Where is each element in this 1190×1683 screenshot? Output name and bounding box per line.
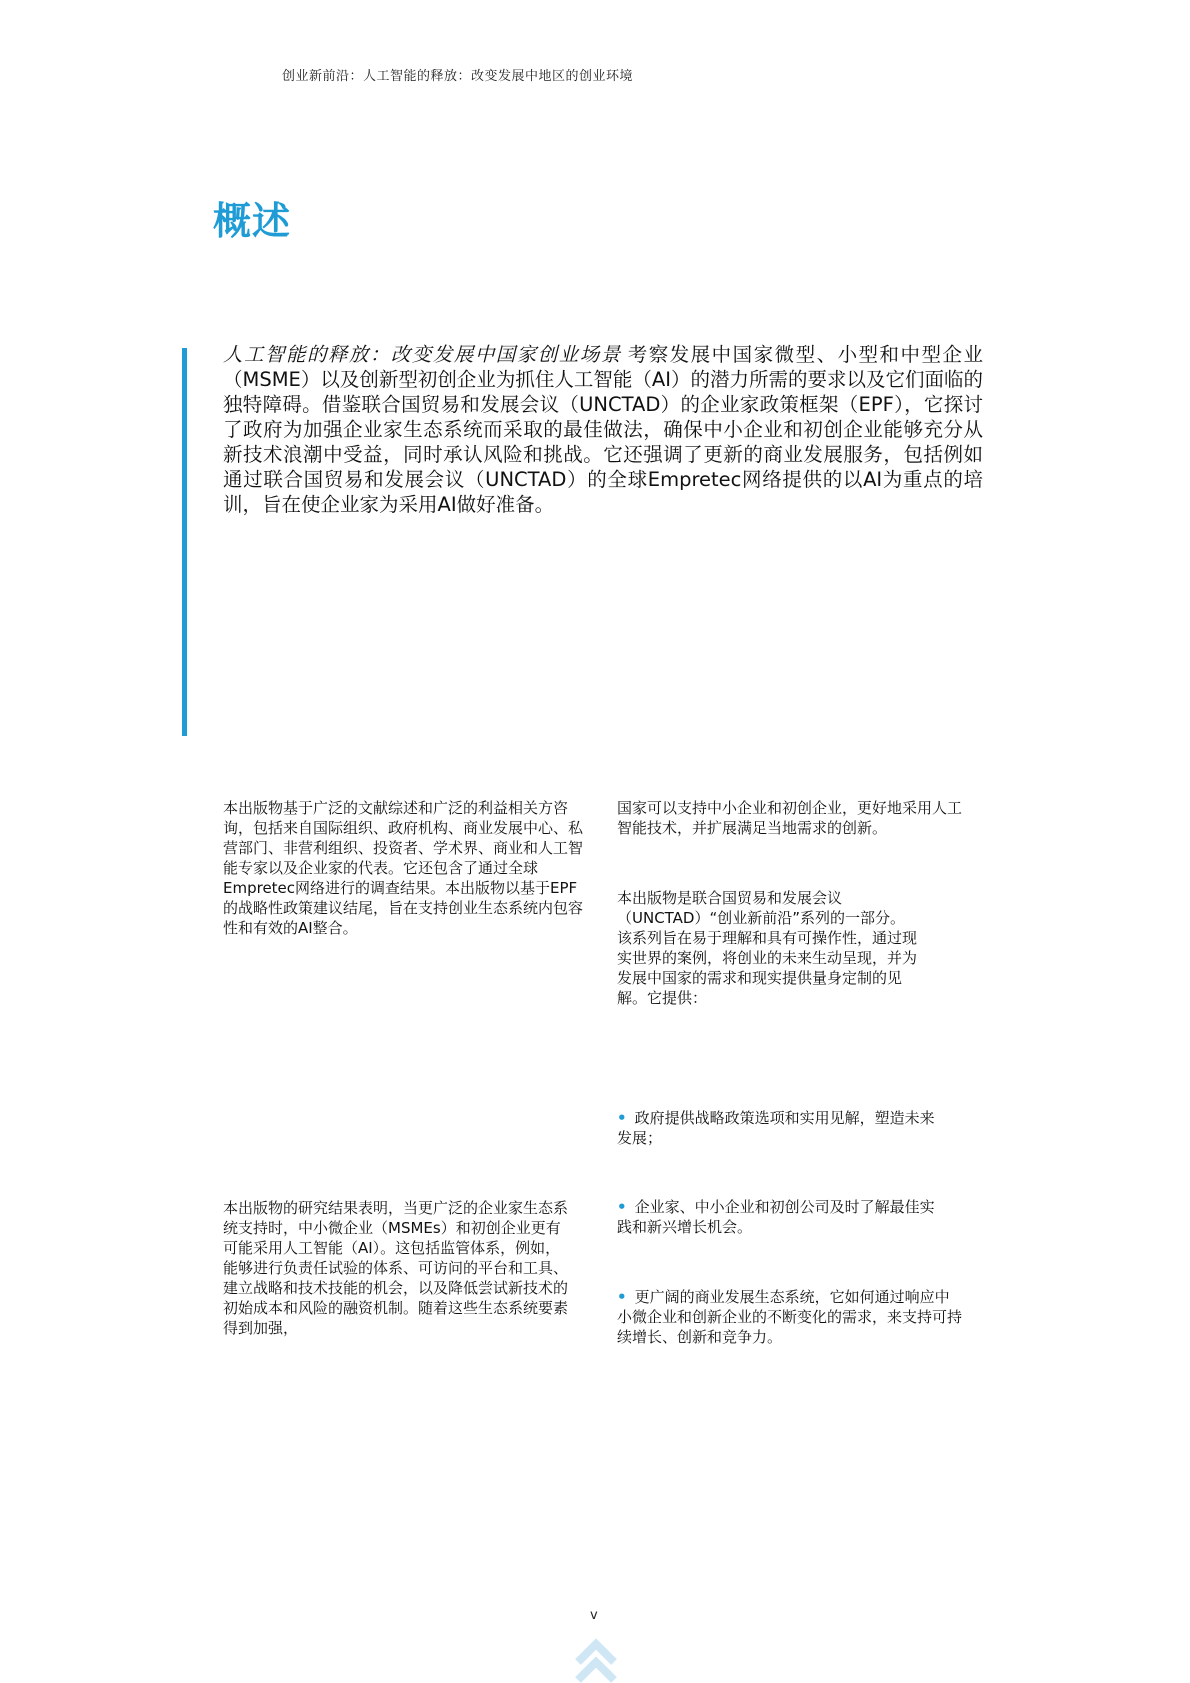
right-paragraph-1: 国家可以支持中小企业和初创企业，更好地采用人工智能技术，并扩展满足当地需求的创新。: [617, 799, 963, 837]
bullet-marker: •: [617, 1288, 627, 1306]
intro-body: 考察发展中国家微型、小型和中型企业（MSME）以及创新型初创企业为抓住人工智能（AI）的潜力所需的要求以及它们面临的独特障碍。借鉴联合国贸易和发展会议（UNCTAD）的企业家政策框架（EPF），它探讨了政府为加强企业家生态系统而采取的最佳做法，确保中小企业和初创企业能够充分从新技术浪潮中受益，同时承认风险和挑战。它还强调了更新的商业发展服务，包括例如通过联合国贸易和发展会议（UNCTAD）的全球Empretec网络提供的以AI为重点的培训，旨在使企业家为采用AI做好准备。: [223, 343, 983, 516]
right-paragraph-2: 本出版物是联合国贸易和发展会议（UNCTAD）“创业新前沿”系列的一部分。该系列旨在易于理解和具有可操作性，通过现实世界的案例，将创业的未来生动呈现，并为发展中国家的需求和现实提供量身定制的见解。它提供：: [617, 889, 918, 1007]
bullet-marker: •: [617, 1109, 627, 1127]
intro-accent-bar: [182, 348, 187, 736]
bullet-text-1: 政府提供战略政策选项和实用见解，塑造未来发展；: [617, 1109, 935, 1147]
bullet-text-3: 更广阔的商业发展生态系统，它如何通过响应中小微企业和创新企业的不断变化的需求，来支持可持续增长、创新和竞争力。: [617, 1288, 963, 1346]
left-paragraph-1: 本出版物基于广泛的文献综述和广泛的利益相关方咨询，包括来自国际组织、政府机构、商业发展中心、私营部门、非营利组织、投资者、学术界、商业和人工智能专家以及企业家的代表。它还包含了通过全球Empretec网络进行的调查结果。本出版物以基于EPF的战略性政策建议结尾，旨在支持创业生态系统内包容性和有效的AI整合。: [223, 799, 584, 937]
bullet-marker: •: [617, 1198, 627, 1216]
intro-paragraph: [223, 342, 983, 517]
intro-lead: 人工智能的释放：改变发展中国家创业场景: [223, 343, 622, 366]
bullet-item-3: [617, 1287, 962, 1347]
running-header: 创业新前沿：人工智能的释放：改变发展中地区的创业环境: [282, 69, 634, 84]
chevron-up-icon: [574, 1636, 618, 1683]
bullet-text-2: 企业家、中小企业和初创公司及时了解最佳实践和新兴增长机会。: [617, 1198, 935, 1236]
bullet-item-1: [617, 1108, 937, 1148]
bullet-item-2: [617, 1197, 947, 1237]
page-title: 概述: [213, 199, 292, 243]
page-number: v: [590, 1608, 598, 1623]
left-paragraph-2: 本出版物的研究结果表明，当更广泛的企业家生态系统支持时，中小微企业（MSMEs）和初创企业更有可能采用人工智能（AI）。这包括监管体系，例如，能够进行负责任试验的体系、可访问的平台和工具、建立战略和技术技能的机会，以及降低尝试新技术的初始成本和风险的融资机制。随着这些生态系统要素得到加强，: [223, 1199, 569, 1337]
